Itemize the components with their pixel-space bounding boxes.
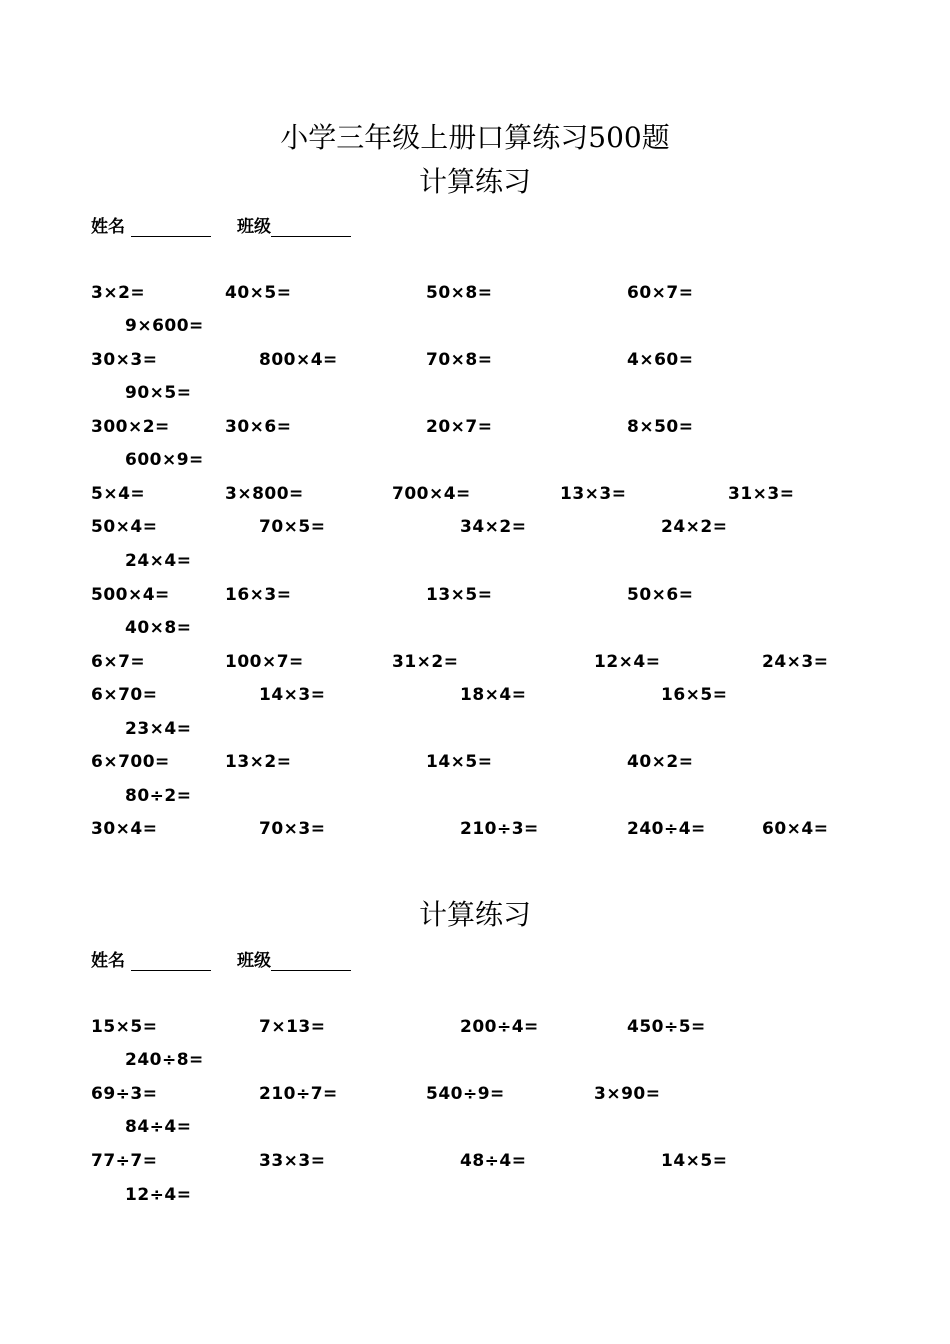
arithmetic-problem: 14×5= [661, 1151, 728, 1171]
problem-row [0, 683, 950, 707]
problem-row [0, 415, 950, 439]
page-title: 小学三年级上册口算练习500题 [280, 121, 670, 154]
arithmetic-problem: 240÷4= [627, 819, 706, 839]
arithmetic-problem: 100×7= [225, 652, 304, 672]
name-label: 姓名 [91, 951, 125, 971]
arithmetic-problem: 20×7= [426, 417, 493, 437]
arithmetic-problem: 69÷3= [91, 1084, 158, 1104]
arithmetic-problem: 3×2= [91, 283, 146, 303]
arithmetic-problem: 60×4= [762, 819, 829, 839]
arithmetic-problem: 4×60= [627, 350, 694, 370]
arithmetic-problem: 210÷7= [259, 1084, 338, 1104]
arithmetic-problem: 500×4= [91, 585, 170, 605]
problem-row [0, 1015, 950, 1039]
section-2-title: 计算练习 [418, 898, 531, 931]
name-blank[interactable] [131, 220, 211, 237]
problem-row [0, 650, 950, 674]
arithmetic-problem: 450÷5= [627, 1017, 706, 1037]
arithmetic-problem: 31×3= [728, 484, 795, 504]
arithmetic-problem: 210÷3= [460, 819, 539, 839]
arithmetic-problem: 800×4= [259, 350, 338, 370]
arithmetic-problem: 70×8= [426, 350, 493, 370]
arithmetic-problem: 90×5= [125, 383, 192, 403]
name-label: 姓名 [91, 217, 125, 237]
arithmetic-problem: 80÷2= [125, 786, 192, 806]
problem-row [0, 482, 950, 506]
arithmetic-problem: 48÷4= [460, 1151, 527, 1171]
arithmetic-problem: 12÷4= [125, 1185, 192, 1205]
arithmetic-problem: 6×7= [91, 652, 146, 672]
problem-row [0, 817, 950, 841]
arithmetic-problem: 13×5= [426, 585, 493, 605]
arithmetic-problem: 40×2= [627, 752, 694, 772]
arithmetic-problem: 40×8= [125, 618, 192, 638]
problem-row [0, 1082, 950, 1106]
arithmetic-problem: 240÷8= [125, 1050, 204, 1070]
arithmetic-problem: 5×4= [91, 484, 146, 504]
arithmetic-problem: 3×90= [594, 1084, 661, 1104]
arithmetic-problem: 18×4= [460, 685, 527, 705]
problem-row [0, 314, 950, 338]
arithmetic-problem: 30×6= [225, 417, 292, 437]
class-label: 班级 [237, 951, 271, 971]
arithmetic-problem: 40×5= [225, 283, 292, 303]
arithmetic-problem: 50×4= [91, 517, 158, 537]
problem-row [0, 549, 950, 573]
problem-row [0, 1149, 950, 1173]
problem-row [0, 1183, 950, 1207]
class-blank[interactable] [271, 954, 351, 971]
arithmetic-problem: 30×4= [91, 819, 158, 839]
name-field[interactable] [91, 946, 211, 971]
arithmetic-problem: 16×5= [661, 685, 728, 705]
problem-row [0, 583, 950, 607]
arithmetic-problem: 6×70= [91, 685, 158, 705]
class-label: 班级 [237, 217, 271, 237]
name-blank[interactable] [131, 954, 211, 971]
problem-row [0, 1115, 950, 1139]
class-field[interactable] [237, 212, 351, 237]
arithmetic-problem: 540÷9= [426, 1084, 505, 1104]
arithmetic-problem: 30×3= [91, 350, 158, 370]
arithmetic-problem: 200÷4= [460, 1017, 539, 1037]
arithmetic-problem: 12×4= [594, 652, 661, 672]
problem-row [0, 281, 950, 305]
name-field[interactable] [91, 212, 211, 237]
arithmetic-problem: 31×2= [392, 652, 459, 672]
arithmetic-problem: 14×5= [426, 752, 493, 772]
problem-row [0, 381, 950, 405]
problem-row [0, 348, 950, 372]
arithmetic-problem: 33×3= [259, 1151, 326, 1171]
arithmetic-problem: 9×600= [125, 316, 204, 336]
problem-row [0, 515, 950, 539]
problem-row [0, 784, 950, 808]
class-blank[interactable] [271, 220, 351, 237]
arithmetic-problem: 14×3= [259, 685, 326, 705]
arithmetic-problem: 3×800= [225, 484, 304, 504]
arithmetic-problem: 13×3= [560, 484, 627, 504]
arithmetic-problem: 24×4= [125, 551, 192, 571]
arithmetic-problem: 24×2= [661, 517, 728, 537]
arithmetic-problem: 13×2= [225, 752, 292, 772]
problem-row [0, 448, 950, 472]
section-1-title: 计算练习 [418, 165, 531, 198]
arithmetic-problem: 77÷7= [91, 1151, 158, 1171]
arithmetic-problem: 24×3= [762, 652, 829, 672]
arithmetic-problem: 70×3= [259, 819, 326, 839]
arithmetic-problem: 300×2= [91, 417, 170, 437]
arithmetic-problem: 50×8= [426, 283, 493, 303]
problem-row [0, 616, 950, 640]
class-field[interactable] [237, 946, 351, 971]
arithmetic-problem: 50×6= [627, 585, 694, 605]
arithmetic-problem: 70×5= [259, 517, 326, 537]
arithmetic-problem: 700×4= [392, 484, 471, 504]
problem-row [0, 750, 950, 774]
arithmetic-problem: 34×2= [460, 517, 527, 537]
arithmetic-problem: 23×4= [125, 719, 192, 739]
arithmetic-problem: 84÷4= [125, 1117, 192, 1137]
arithmetic-problem: 8×50= [627, 417, 694, 437]
arithmetic-problem: 7×13= [259, 1017, 326, 1037]
arithmetic-problem: 6×700= [91, 752, 170, 772]
arithmetic-problem: 60×7= [627, 283, 694, 303]
arithmetic-problem: 15×5= [91, 1017, 158, 1037]
problem-row [0, 1048, 950, 1072]
problem-row [0, 717, 950, 741]
arithmetic-problem: 600×9= [125, 450, 204, 470]
arithmetic-problem: 16×3= [225, 585, 292, 605]
